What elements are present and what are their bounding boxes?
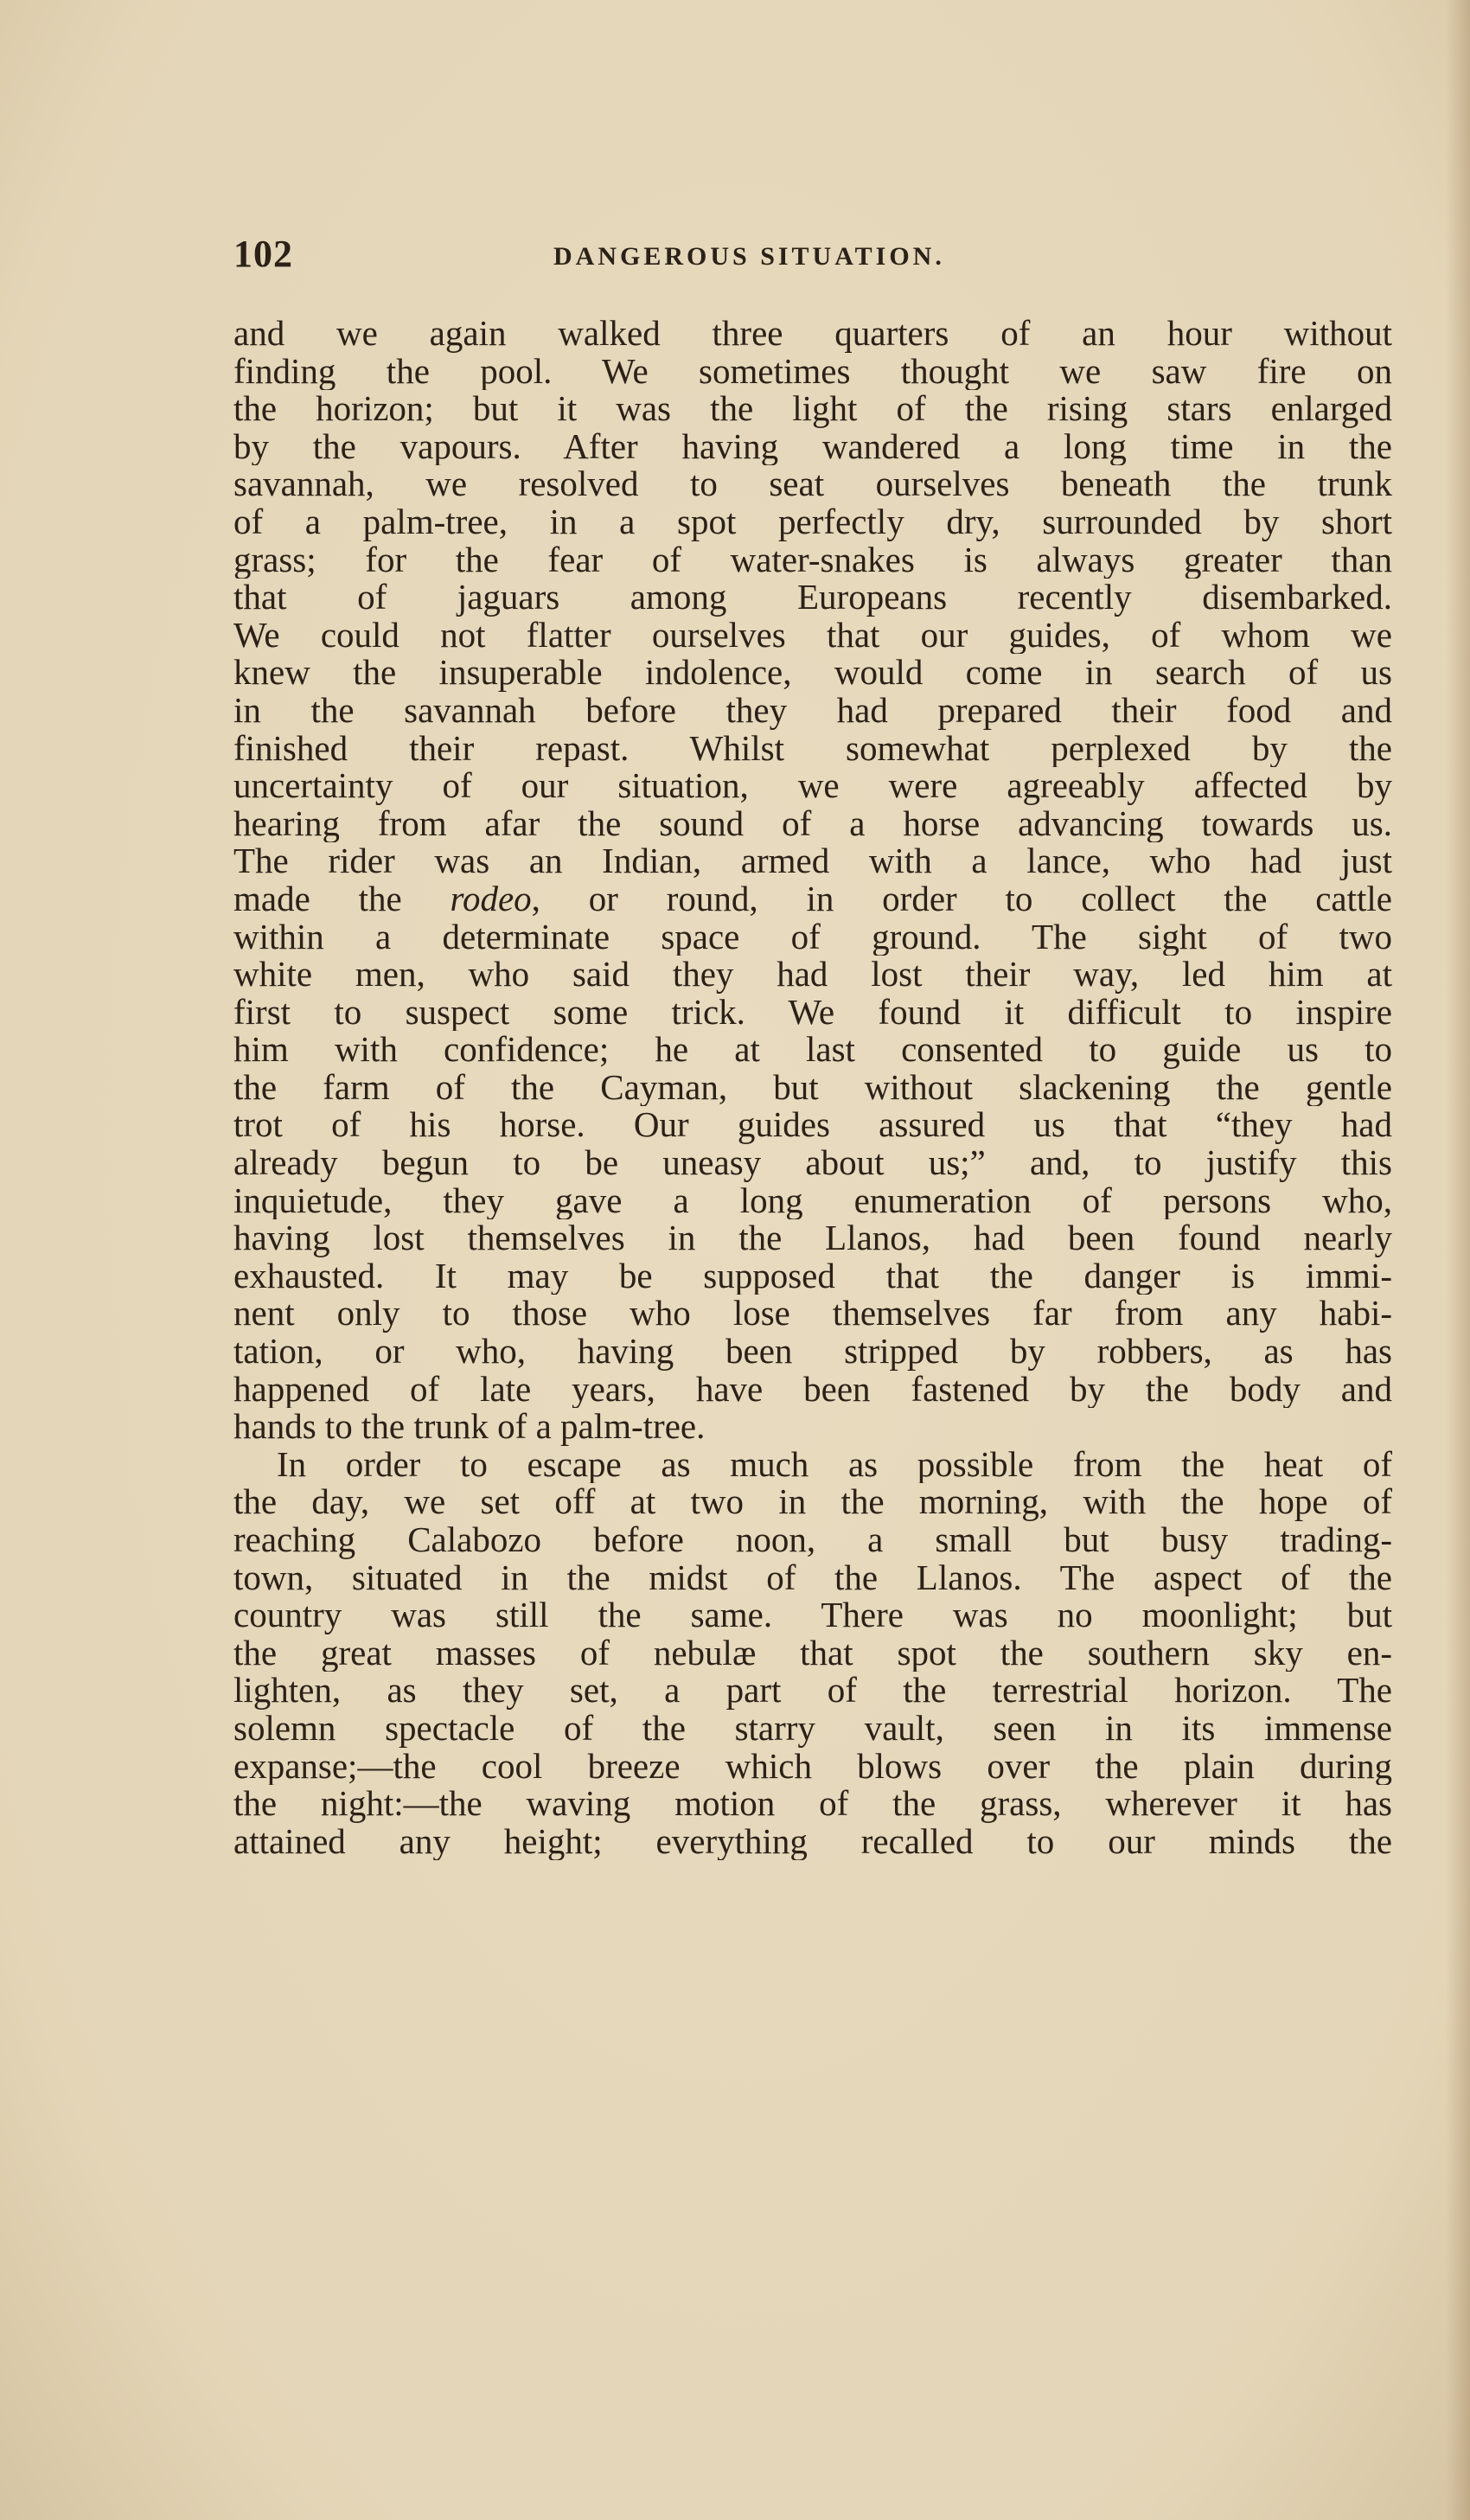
page-gutter-shadow (1446, 0, 1470, 2520)
italic-term: rodeo (450, 879, 532, 918)
paragraph-2 (233, 1446, 1392, 1861)
body-text (233, 315, 1392, 1860)
text-line: white men, who said they had lost their way, led him at (233, 956, 1392, 994)
text-line: nent only to those who lose themselves far from any habi- (233, 1295, 1392, 1334)
text-line: that of jaguars among Europeans recently disembarked. (233, 579, 1392, 617)
paragraph-1 (233, 315, 1392, 1446)
text-line: finding the pool. We sometimes thought we saw fire on (233, 352, 1392, 391)
text-line: first to suspect some trick. We found it difficult to inspire (233, 993, 1392, 1032)
text-line: solemn spectacle of the starry vault, seen in its immense (233, 1709, 1392, 1748)
text-line: of a palm-tree, in a spot perfectly dry, surrounded by short (233, 502, 1392, 541)
text-line: in the savannah before they had prepared their food and (233, 691, 1392, 730)
text-line: the great masses of nebulæ that spot the southern sky en- (233, 1634, 1392, 1673)
text-line: the night:—the waving motion of the grass, wherever it has (233, 1785, 1392, 1823)
text-line: exhausted. It may be supposed that the danger is immi- (233, 1257, 1392, 1295)
text-line: uncertainty of our situation, we were agreeably affected by (233, 767, 1392, 805)
page-number: 102 (233, 233, 293, 275)
text-line: attained any height; everything recalled to our minds the (233, 1822, 1392, 1861)
text-line: knew the insuperable indolence, would come in search of us (233, 654, 1392, 692)
text-line: and we again walked three quarters of an hour without (233, 315, 1392, 353)
text-line: country was still the same. There was no moonlight; but (233, 1596, 1392, 1634)
text-line: grass; for the fear of water-snakes is always greater than (233, 540, 1392, 579)
text-line: The rider was an Indian, armed with a lance, who had just (233, 842, 1392, 880)
text-line: lighten, as they set, a part of the terrestrial horizon. The (233, 1672, 1392, 1710)
text-line: the horizon; but it was the light of the rising stars enlarged (233, 390, 1392, 428)
text-line: having lost themselves in the Llanos, had been found nearly (233, 1219, 1392, 1257)
text-line: In order to escape as much as possible from the heat of (277, 1445, 1392, 1484)
text-line: within a determinate space of ground. The sight of two (233, 918, 1392, 956)
text-line: expanse;—the cool breeze which blows over the plain during (233, 1747, 1392, 1786)
text-line: town, situated in the midst of the Llanos. The aspect of the (233, 1558, 1392, 1597)
text-line: him with confidence; he at last consented to guide us to (233, 1031, 1392, 1069)
text-line: by the vapours. After having wandered a long time in the (233, 427, 1392, 466)
running-head: DANGEROUS SITUATION. (553, 242, 945, 271)
text-line: made the rodeo, or round, in order to collect the cattle (233, 879, 1392, 918)
page-header (233, 232, 1392, 284)
text-line: We could not flatter ourselves that our guides, of whom we (233, 616, 1392, 655)
text-line: reaching Calabozo before noon, a small but busy trading- (233, 1521, 1392, 1559)
text-line: savannah, we resolved to seat ourselves beneath the trunk (233, 465, 1392, 503)
text-line: hearing from afar the sound of a horse advancing towards us. (233, 804, 1392, 843)
text-line: already begun to be uneasy about us;” and, to justify this (233, 1144, 1392, 1182)
text-line: inquietude, they gave a long enumeration of persons who, (233, 1181, 1392, 1220)
text-line: happened of late years, have been fastened by the body and (233, 1370, 1392, 1409)
text-line: trot of his horse. Our guides assured us that “they had (233, 1106, 1392, 1145)
text-line: the day, we set off at two in the morning, with the hope of (233, 1483, 1392, 1521)
text-line: finished their repast. Whilst somewhat perplexed by the (233, 729, 1392, 768)
text-line: hands to the trunk of a palm-tree. (233, 1408, 706, 1446)
text-line: tation, or who, having been stripped by robbers, as has (233, 1333, 1392, 1371)
text-line: the farm of the Cayman, but without slackening the gentle (233, 1068, 1392, 1107)
